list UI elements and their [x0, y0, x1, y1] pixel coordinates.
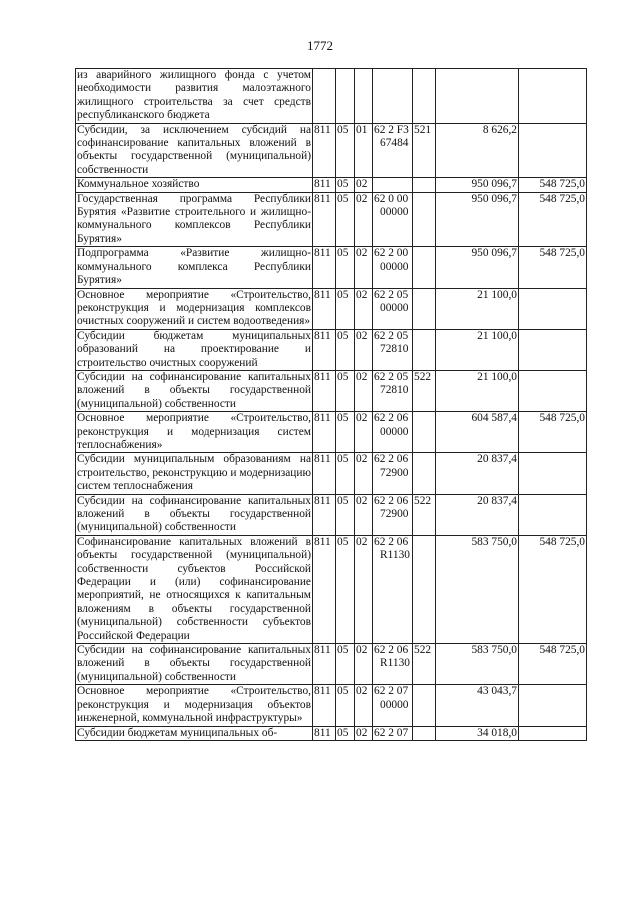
section-code: 05 — [336, 685, 355, 726]
item-name: Основное мероприятие «Строительство, реконструкция и модернизация объектов инженерной, коммунальной инфраструктуры» — [77, 685, 311, 725]
ministry-code — [313, 69, 336, 124]
target-article-part1: 62 2 06 — [374, 412, 409, 425]
target-article-code — [373, 288, 413, 329]
section-code: 05 — [336, 123, 355, 178]
amount-second — [519, 494, 587, 535]
item-name: Коммунальное хозяйство — [76, 178, 313, 192]
amount-second: 548 725,0 — [519, 192, 587, 247]
expense-type-code — [413, 192, 436, 247]
ministry-code: 811 — [313, 288, 336, 329]
item-name: Субсидии, за исключением субсидий на софинансирование капитальных вложений в объекты государственной (муниципальной) собственности — [77, 123, 311, 176]
target-article-code — [373, 123, 413, 178]
item-name: Субсидии на софинансирование капитальных вложений в объекты государственной (муниципальной) собственности — [77, 494, 311, 534]
ministry-code: 811 — [313, 726, 336, 740]
amount-first: 950 096,7 — [436, 178, 519, 192]
expense-type-code — [413, 453, 436, 494]
target-article-part2: 72810 — [380, 384, 409, 397]
amount-second — [519, 288, 587, 329]
item-name: из аварийного жилищного фонда с учетом необходимости развития малоэтажного жилищного строительства за счет средств республиканского бюджета — [77, 69, 311, 122]
target-article-part2: 72900 — [380, 466, 409, 479]
subsection-code: 02 — [355, 535, 373, 643]
section-code: 05 — [336, 288, 355, 329]
item-name: Субсидии на софинансирование капитальных вложений в объекты государственной (муниципальной) собственности — [77, 370, 311, 410]
target-article-part1: 62 2 07 — [374, 685, 409, 698]
subsection-code: 02 — [355, 453, 373, 494]
table-row — [76, 123, 587, 178]
table-row — [76, 178, 587, 192]
target-article-part1: 62 2 05 — [374, 288, 409, 301]
amount-first: 950 096,7 — [436, 192, 519, 247]
target-article-code — [373, 685, 413, 726]
ministry-code: 811 — [313, 685, 336, 726]
item-name: Подпрограмма «Развитие жилищно-коммунального комплекса Республики Бурятия» — [77, 247, 311, 287]
target-article-code — [373, 178, 413, 192]
subsection-code: 02 — [355, 178, 373, 192]
amount-second — [519, 726, 587, 740]
subsection-code: 02 — [355, 644, 373, 685]
expense-type-code: 522 — [413, 494, 436, 535]
table-row — [76, 453, 587, 494]
target-article-code — [373, 370, 413, 411]
item-name: Субсидии бюджетам муниципальных об- — [76, 726, 313, 740]
section-code: 05 — [336, 494, 355, 535]
section-code — [336, 69, 355, 124]
subsection-code: 02 — [355, 726, 373, 740]
table-row — [76, 247, 587, 288]
target-article-part2: 00000 — [380, 698, 409, 711]
subsection-code: 02 — [355, 192, 373, 247]
amount-second — [519, 685, 587, 726]
target-article-code — [373, 69, 413, 124]
expense-type-code — [413, 412, 436, 453]
table-row — [76, 329, 587, 370]
target-article-part1: 62 2 07 — [374, 726, 409, 739]
subsection-code: 02 — [355, 288, 373, 329]
amount-second: 548 725,0 — [519, 178, 587, 192]
table-row — [76, 494, 587, 535]
ministry-code: 811 — [313, 329, 336, 370]
table-row — [76, 726, 587, 740]
expense-type-code — [413, 535, 436, 643]
section-code: 05 — [336, 178, 355, 192]
target-article-part1: 62 0 00 — [374, 192, 409, 205]
item-name: Субсидии бюджетам муниципальных образований на проектирование и строительство очистных сооружений — [77, 329, 311, 369]
item-name: Основное мероприятие «Строительство, реконструкция и модернизация комплексов очистных сооружений и систем водоотведения» — [77, 288, 311, 328]
table-row — [76, 535, 587, 643]
section-code: 05 — [336, 644, 355, 685]
expense-type-code: 522 — [413, 370, 436, 411]
target-article-part1: 62 2 F3 — [374, 123, 409, 136]
subsection-code — [355, 69, 373, 124]
amount-first: 20 837,4 — [436, 494, 519, 535]
budget-table — [75, 68, 587, 741]
amount-first: 583 750,0 — [436, 535, 519, 643]
amount-first: 604 587,4 — [436, 412, 519, 453]
target-article-part1: 62 2 00 — [374, 247, 409, 260]
amount-second — [519, 123, 587, 178]
ministry-code: 811 — [313, 453, 336, 494]
section-code: 05 — [336, 247, 355, 288]
expense-type-code — [413, 329, 436, 370]
target-article-part2: 00000 — [380, 425, 409, 438]
amount-first — [436, 69, 519, 124]
ministry-code: 811 — [313, 494, 336, 535]
subsection-code: 02 — [355, 370, 373, 411]
target-article-part2: 00000 — [380, 206, 409, 219]
target-article-part1: 62 2 06 — [374, 453, 409, 466]
target-article-code — [373, 192, 413, 247]
subsection-code: 02 — [355, 685, 373, 726]
target-article-code — [373, 644, 413, 685]
table-row — [76, 685, 587, 726]
table-body — [76, 69, 587, 741]
target-article-part1: 62 2 06 — [374, 535, 409, 548]
expense-type-code: 522 — [413, 644, 436, 685]
target-article-code — [373, 412, 413, 453]
ministry-code: 811 — [313, 535, 336, 643]
target-article-part1: 62 2 05 — [374, 370, 409, 383]
amount-first: 583 750,0 — [436, 644, 519, 685]
section-code: 05 — [336, 726, 355, 740]
amount-second — [519, 69, 587, 124]
target-article-part2: 00000 — [380, 301, 409, 314]
item-name: Основное мероприятие «Строительство, реконструкция и модернизация систем теплоснабжения» — [77, 412, 311, 451]
expense-type-code — [413, 726, 436, 740]
expense-type-code — [413, 685, 436, 726]
section-code: 05 — [336, 453, 355, 494]
ministry-code: 811 — [313, 412, 336, 453]
amount-first: 43 043,7 — [436, 685, 519, 726]
target-article-code — [373, 726, 413, 740]
section-code: 05 — [336, 412, 355, 453]
ministry-code: 811 — [313, 178, 336, 192]
subsection-code: 02 — [355, 494, 373, 535]
amount-first: 34 018,0 — [436, 726, 519, 740]
target-article-part1: 62 2 05 — [374, 329, 409, 342]
expense-type-code — [413, 178, 436, 192]
amount-first: 20 837,4 — [436, 453, 519, 494]
item-name: Софинансирование капитальных вложений в объекты государственной (муниципальной) собственности субъектов Российской Федерации и (или) софинансирование мероприятий, не относящихся к капитальным вложениям в объекты государственной (муниципальной) собственности субъектов Российской Федерации — [77, 535, 311, 642]
ministry-code: 811 — [313, 192, 336, 247]
expense-type-code: 521 — [413, 123, 436, 178]
target-article-part2: 00000 — [380, 260, 409, 273]
amount-second: 548 725,0 — [519, 412, 587, 453]
table-row — [76, 644, 587, 685]
table-row — [76, 69, 587, 124]
expense-type-code — [413, 69, 436, 124]
subsection-code: 02 — [355, 412, 373, 453]
table-row — [76, 412, 587, 453]
subsection-code: 02 — [355, 329, 373, 370]
item-name: Субсидии муниципальным образованиям на строительство, реконструкцию и модернизацию систем теплоснабжения — [77, 453, 311, 493]
expense-type-code — [413, 288, 436, 329]
target-article-code — [373, 453, 413, 494]
ministry-code: 811 — [313, 644, 336, 685]
ministry-code: 811 — [313, 247, 336, 288]
subsection-code: 01 — [355, 123, 373, 178]
amount-second — [519, 453, 587, 494]
amount-second — [519, 370, 587, 411]
target-article-code — [373, 329, 413, 370]
target-article-part1: 62 2 06 — [374, 494, 409, 507]
target-article-code — [373, 494, 413, 535]
table-row — [76, 370, 587, 411]
amount-second: 548 725,0 — [519, 644, 587, 685]
amount-first: 21 100,0 — [436, 288, 519, 329]
target-article-code — [373, 535, 413, 643]
section-code: 05 — [336, 192, 355, 247]
target-article-code — [373, 247, 413, 288]
item-name: Субсидии на софинансирование капитальных вложений в объекты государственной (муниципальной) собственности — [77, 644, 311, 683]
target-article-part2: 67484 — [380, 137, 409, 150]
expense-type-code — [413, 247, 436, 288]
subsection-code: 02 — [355, 247, 373, 288]
page-number: 1772 — [307, 38, 333, 53]
ministry-code: 811 — [313, 370, 336, 411]
table-row — [76, 288, 587, 329]
amount-second: 548 725,0 — [519, 247, 587, 288]
amount-first: 21 100,0 — [436, 370, 519, 411]
amount-first: 950 096,7 — [436, 247, 519, 288]
item-name: Государственная программа Республики Бурятия «Развитие строительного и жилищно-коммунального комплексов Республики Бурятия» — [77, 192, 311, 245]
table-row — [76, 192, 587, 247]
target-article-part2: R1130 — [380, 657, 410, 670]
target-article-part2: 72900 — [380, 508, 409, 520]
amount-second — [519, 329, 587, 370]
ministry-code: 811 — [313, 123, 336, 178]
target-article-part2: R1130 — [380, 549, 410, 562]
target-article-part2: 72810 — [380, 343, 409, 356]
amount-second: 548 725,0 — [519, 535, 587, 643]
amount-first: 21 100,0 — [436, 329, 519, 370]
section-code: 05 — [336, 370, 355, 411]
target-article-part1: 62 2 06 — [374, 644, 409, 657]
section-code: 05 — [336, 329, 355, 370]
amount-first: 8 626,2 — [436, 123, 519, 178]
section-code: 05 — [336, 535, 355, 643]
